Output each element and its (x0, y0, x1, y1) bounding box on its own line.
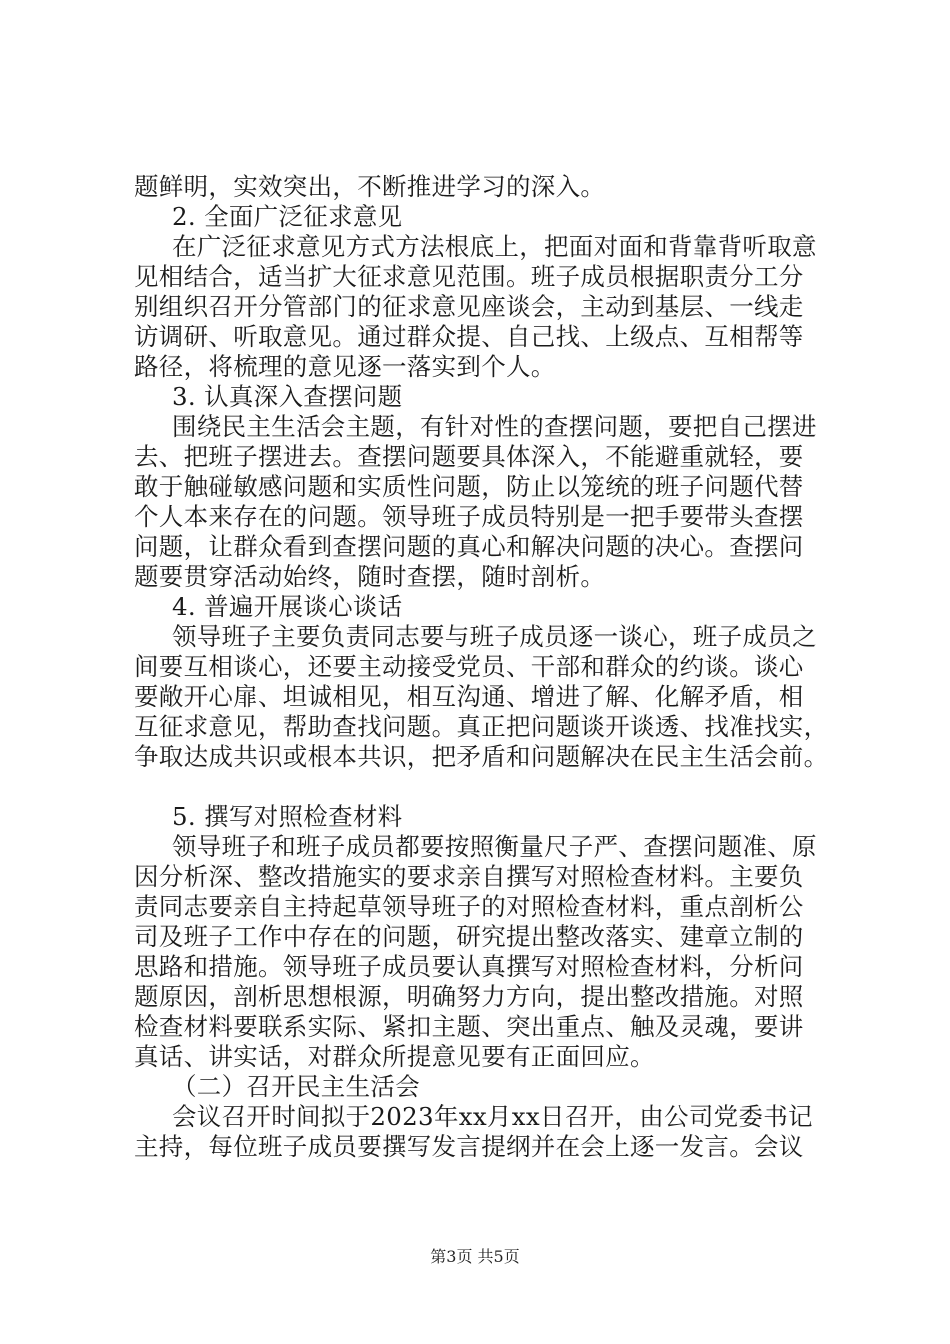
paragraph-line: 责同志要亲自主持起草领导班子的对照检查材料，重点剖析公 (134, 892, 804, 921)
paragraph-line: 领导班子和班子成员都要按照衡量尺子严、查摆问题准、原 (172, 832, 817, 861)
document-body (134, 172, 850, 1162)
paragraph-line: 题原因，剖析思想根源，明确努力方向，提出整改措施。对照 (134, 982, 804, 1011)
paragraph-line: 在广泛征求意见方式方法根底上，把面对面和背靠背听取意 (172, 232, 817, 261)
paragraph-line: 去、把班子摆进去。查摆问题要具体深入，不能避重就轻，要 (134, 442, 804, 471)
paragraph-line: 主持，每位班子成员要撰写发言提纲并在会上逐一发言。会议 (134, 1132, 804, 1161)
section-heading: 4. 普遍开展谈心谈话 (172, 592, 403, 621)
paragraph-line: 敢于触碰敏感问题和实质性问题，防止以笼统的班子问题代替 (134, 472, 804, 501)
paragraph-line: 别组织召开分管部门的征求意见座谈会，主动到基层、一线走 (134, 292, 804, 321)
paragraph-line: 司及班子工作中存在的问题，研究提出整改落实、建章立制的 (134, 922, 804, 951)
paragraph-line: 因分析深、整改措施实的要求亲自撰写对照检查材料。主要负 (134, 862, 804, 891)
paragraph-line: 间要互相谈心，还要主动接受党员、干部和群众的约谈。谈心 (134, 652, 804, 681)
section-heading: （二）召开民主生活会 (172, 1072, 420, 1101)
paragraph-line: 问题，让群众看到查摆问题的真心和解决问题的决心。查摆问 (134, 532, 804, 561)
section-heading: 3. 认真深入查摆问题 (172, 382, 403, 411)
blank-line (134, 772, 850, 802)
paragraph-line: 思路和措施。领导班子成员要认真撰写对照检查材料，分析问 (134, 952, 804, 981)
paragraph-line: 访调研、听取意见。通过群众提、自己找、上级点、互相帮等 (134, 322, 804, 351)
paragraph-line: 见相结合，适当扩大征求意见范围。班子成员根据职责分工分 (134, 262, 804, 291)
page-number-footer: 第3页 共5页 (430, 1247, 520, 1266)
paragraph-line: 会议召开时间拟于2023年xx月xx日召开，由公司党委书记 (172, 1102, 813, 1131)
paragraph-line: 要敞开心扉、坦诚相见，相互沟通、增进了解、化解矛盾，相 (134, 682, 804, 711)
paragraph-line: 题要贯穿活动始终，随时查摆，随时剖析。 (134, 562, 606, 591)
paragraph-line: 围绕民主生活会主题，有针对性的查摆问题，要把自己摆进 (172, 412, 817, 441)
paragraph-line: 个人本来存在的问题。领导班子成员特别是一把手要带头查摆 (134, 502, 804, 531)
paragraph-line: 领导班子主要负责同志要与班子成员逐一谈心，班子成员之 (172, 622, 817, 651)
paragraph-line: 争取达成共识或根本共识，把矛盾和问题解决在民主生活会前。 (134, 742, 829, 771)
paragraph-line: 路径，将梳理的意见逐一落实到个人。 (134, 352, 556, 381)
paragraph-line: 互征求意见，帮助查找问题。真正把问题谈开谈透、找准找实， (134, 712, 829, 741)
section-heading: 2. 全面广泛征求意见 (172, 202, 403, 231)
paragraph-line: 题鲜明，实效突出，不断推进学习的深入。 (134, 172, 606, 201)
paragraph-line: 真话、讲实话，对群众所提意见要有正面回应。 (134, 1042, 655, 1071)
paragraph-line: 检查材料要联系实际、紧扣主题、突出重点、触及灵魂，要讲 (134, 1012, 804, 1041)
section-heading: 5. 撰写对照检查材料 (172, 802, 403, 831)
